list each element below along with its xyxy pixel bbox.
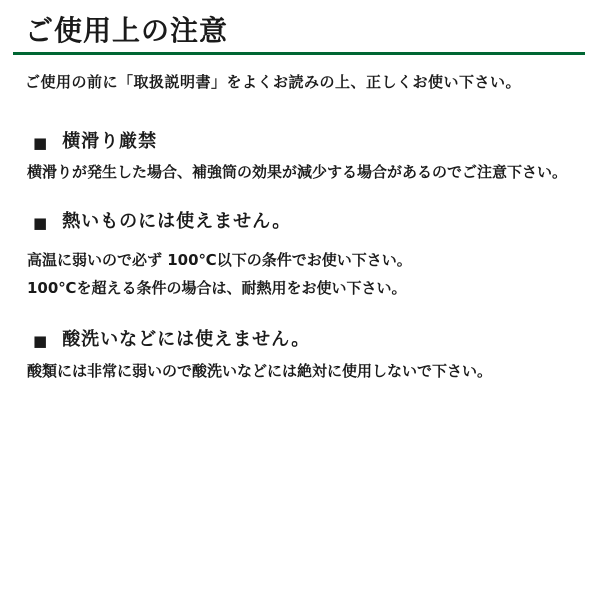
page-title: ご使用上の注意 [25, 14, 229, 47]
section-heading-label: 横滑り厳禁 [62, 131, 158, 152]
section-body-line: 酸類には非常に弱いので酸洗いなどには絶対に使用しないで下さい。 [27, 362, 493, 380]
section-slip-warning [0, 130, 600, 182]
section-acid-warning [0, 328, 600, 381]
section-heading [33, 210, 600, 234]
intro-text: ご使用の前に「取扱説明書」をよくお読みの上、正しくお使い下さい。 [25, 73, 522, 91]
section-heading [33, 130, 600, 154]
square-bullet-icon: ■ [33, 331, 49, 350]
title-underline [13, 52, 585, 55]
section-heat-warning [0, 210, 600, 298]
section-body-line: 横滑りが発生した場合、補強筒の効果が減少する場合があるのでご注意下さい。 [27, 163, 568, 181]
section-body-line: 高温に弱いので必ず 100℃以下の条件でお使い下さい。 [27, 251, 412, 269]
square-bullet-icon: ■ [33, 213, 49, 232]
section-heading-label: 熱いものには使えません。 [62, 211, 292, 232]
section-body-line: 100℃を超える条件の場合は、耐熱用をお使い下さい。 [27, 279, 407, 297]
section-heading [33, 328, 600, 352]
section-heading-label: 酸洗いなどには使えません。 [62, 329, 311, 350]
square-bullet-icon: ■ [33, 133, 49, 152]
